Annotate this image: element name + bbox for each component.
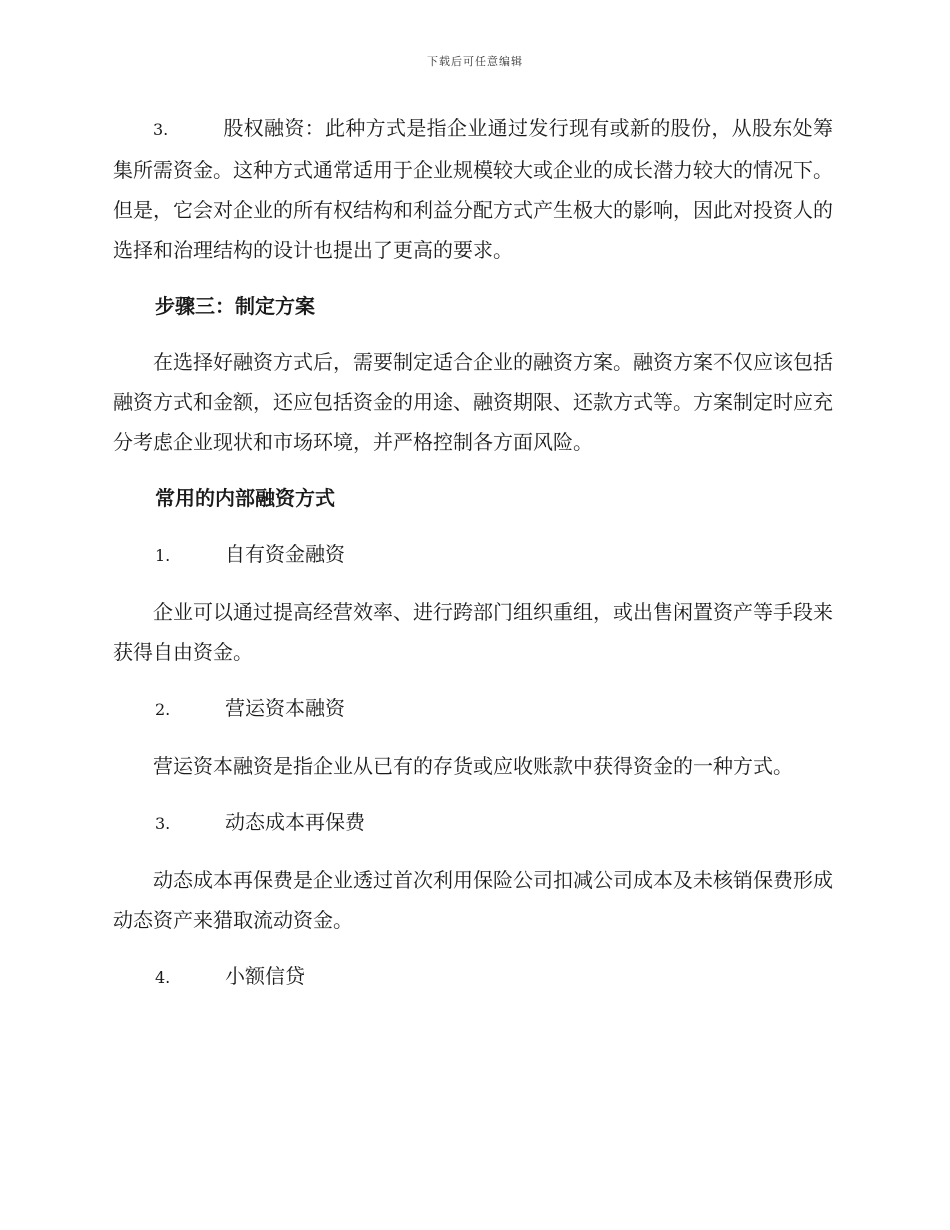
list-item-1-desc: 企业可以通过提高经营效率、进行跨部门组织重组，或出售闲置资产等手段来获得自由资金。	[113, 600, 833, 664]
list-item-2-desc: 营运资本融资是指企业从已有的存货或应收账款中获得资金的一种方式。	[153, 754, 793, 778]
list-item-title: 小额信贷	[225, 964, 305, 988]
list-item-title: 动态成本再保费	[225, 810, 365, 834]
list-item-title: 营运资本融资	[225, 696, 345, 720]
equity-financing-text: 股权融资：此种方式是指企业通过发行现有或新的股份，从股东处筹集所需资金。这种方式通常适用于企业规模较大或企业的成长潜力较大的情况下。但是，它会对企业的所有权结构和利益分配方式产生极大的影响，因此对投资人的选择和治理结构的设计也提出了更高的要求。	[113, 116, 833, 262]
step3-paragraph: 在选择好融资方式后，需要制定适合企业的融资方案。融资方案不仅应该包括融资方式和金额，还应包括资金的用途、融资期限、还款方式等。方案制定时应充分考虑企业现状和市场环境，并严格控制各方面风险。	[113, 350, 833, 454]
step3-heading: 步骤三：制定方案	[155, 294, 315, 318]
equity-financing-paragraph	[113, 108, 833, 270]
list-item-3-desc: 动态成本再保费是企业透过首次利用保险公司扣减公司成本及未核销保费形成动态资产来猎取流动资金。	[113, 868, 833, 932]
document-body	[113, 108, 833, 1014]
page-header: 下载后可任意编辑	[427, 55, 523, 68]
list-number: 3.	[153, 120, 169, 139]
list-item-2-title	[113, 688, 833, 730]
list-item-4-title	[113, 956, 833, 998]
list-number: 1.	[155, 546, 171, 565]
list-item-title: 自有资金融资	[225, 542, 345, 566]
list-item-1-title	[113, 534, 833, 576]
list-number: 4.	[155, 968, 171, 987]
list-item-3-title	[113, 802, 833, 844]
list-number: 3.	[155, 814, 171, 833]
internal-financing-heading: 常用的内部融资方式	[155, 486, 335, 510]
list-number: 2.	[155, 700, 171, 719]
